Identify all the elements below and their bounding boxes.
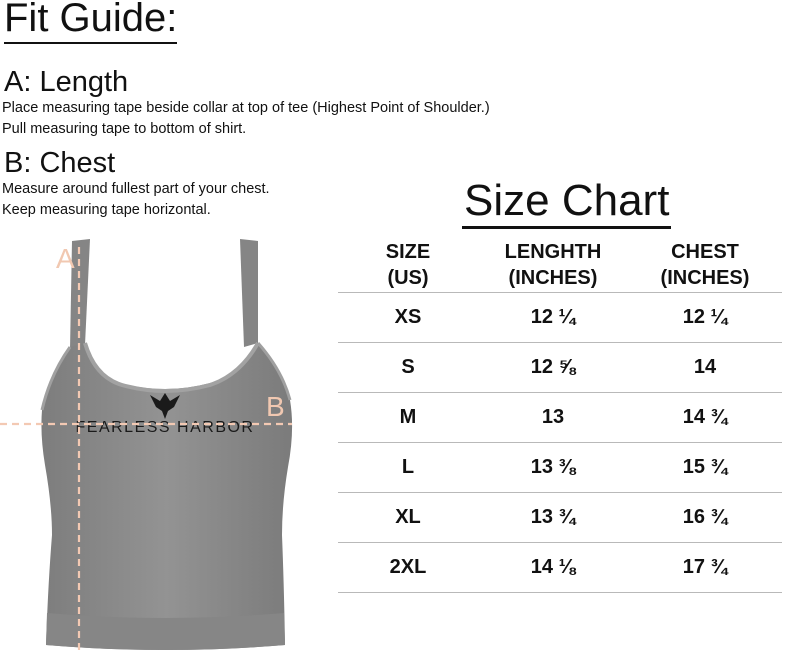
chest-label-b: B [266, 391, 285, 422]
table-row [338, 443, 782, 493]
cell-length: 13 ¾ [478, 493, 628, 543]
length-heading: A: Length [4, 66, 129, 98]
chest-instruction-2: Keep measuring tape horizontal. [2, 202, 211, 218]
cell-size: XL [338, 493, 478, 543]
length-instruction-2: Pull measuring tape to bottom of shirt. [2, 121, 247, 137]
hem-band [46, 613, 285, 650]
length-label-a: A [56, 243, 75, 274]
chest-instruction-1: Measure around fullest part of your chest. [2, 181, 270, 197]
cell-length: 13 [478, 393, 628, 443]
size-chart-title: Size Chart [462, 176, 671, 229]
cell-size: M [338, 393, 478, 443]
table-row [338, 293, 782, 343]
table-header-row [338, 236, 782, 293]
cell-chest: 14 ¾ [628, 393, 782, 443]
fit-guide-title: Fit Guide: [4, 0, 177, 44]
cell-chest: 12 ¼ [628, 293, 782, 343]
cell-size: XS [338, 293, 478, 343]
cell-chest: 17 ¾ [628, 543, 782, 593]
table-row [338, 393, 782, 443]
table-row [338, 543, 782, 593]
cell-size: L [338, 443, 478, 493]
cell-length: 14 ⅛ [478, 543, 628, 593]
header-length: LENGHTH (INCHES) [478, 236, 628, 293]
cell-size: 2XL [338, 543, 478, 593]
cell-length: 12 ¼ [478, 293, 628, 343]
header-chest: CHEST (INCHES) [628, 236, 782, 293]
table-row [338, 343, 782, 393]
cell-chest: 15 ¾ [628, 443, 782, 493]
cell-chest: 16 ¾ [628, 493, 782, 543]
right-strap [240, 239, 258, 347]
table-row [338, 493, 782, 543]
cell-size: S [338, 343, 478, 393]
size-chart-table [338, 236, 782, 593]
cell-length: 13 ⅜ [478, 443, 628, 493]
tank-top-illustration [0, 235, 335, 655]
cell-length: 12 ⅝ [478, 343, 628, 393]
cell-chest: 14 [628, 343, 782, 393]
header-size: SIZE (US) [338, 236, 478, 293]
brand-print: FEARLESS HARBOR [75, 419, 255, 436]
chest-heading: B: Chest [4, 147, 116, 179]
length-instruction-1: Place measuring tape beside collar at top of tee (Highest Point of Shoulder.) [2, 100, 490, 116]
